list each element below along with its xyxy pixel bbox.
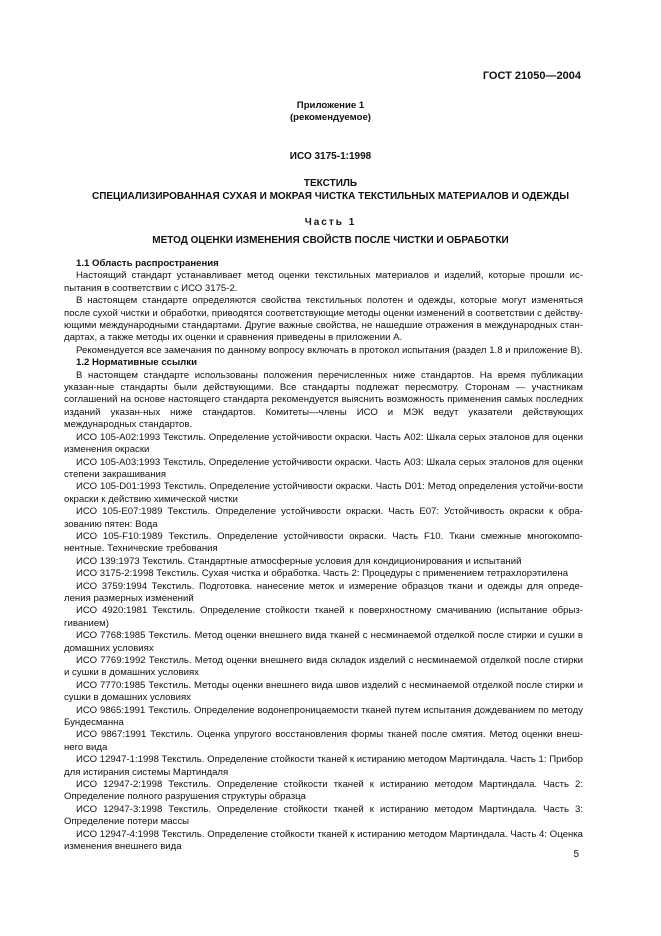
annex-label: Приложение 1: [296, 100, 365, 111]
reference-item: ИСО 105-F10:1989 Текстиль. Определение устойчивости окраски. Часть F10. Ткани смежные многокомпо-нентные. Технические требования: [64, 530, 583, 555]
reference-item: ИСО 12947-2:1998 Текстиль. Определение стойкости тканей к истиранию методом Мартиндала. Часть 2: Определение полного разрушения структуры образца: [64, 779, 583, 803]
part-label: Часть 1: [304, 217, 357, 228]
section-heading: 1.2 Нормативные ссылки: [76, 357, 197, 369]
paragraph: В настоящем стандарте использованы положения перечисленных ниже стандартов. На время публикации указан-ные стандарты были действующими. Все стандарты подлежат пересмотру. Сторонам — участникам соглашений на основе настоящего стандарта рекомендуется выяснить возможность применения самых последних изданий указан-ных ниже стандартов. Комитеты—члены ИСО и МЭК ведут указатели действующих международных стандартов.: [64, 369, 583, 431]
title-line-2: СПЕЦИАЛИЗИРОВАННАЯ СУХАЯ И МОКРАЯ ЧИСТКА ТЕКСТИЛЬНЫХ МАТЕРИАЛОВ И ОДЕЖДЫ: [91, 191, 570, 202]
reference-item: ИСО 105-А03:1993 Текстиль. Определение устойчивости окраски. Часть А03: Шкала серых эталонов для оценки степени закрашивания: [64, 456, 583, 480]
reference-item: ИСО 3175-2:1998 Текстиль. Сухая чистка и обработка. Часть 2: Процедуры с применением тетрахлорэтилена: [76, 568, 569, 580]
part-title: МЕТОД ОЦЕНКИ ИЗМЕНЕНИЯ СВОЙСТВ ПОСЛЕ ЧИСТКИ И ОБРАБОТКИ: [152, 235, 509, 246]
reference-item: ИСО 12947-4:1998 Текстиль. Определение стойкости тканей к истиранию методом Мартиндала. Часть 4: Оценка изменения внешнего вида: [64, 828, 583, 853]
reference-item: ИСО 105-D01:1993 Текстиль. Определение устойчивости окраски. Часть D01: Метод определения устойчи-вости окраски к действию химической чистки: [64, 481, 583, 505]
reference-item: ИСО 105-Е07:1989 Текстиль. Определение устойчивости окраски. Часть Е07: Устойчивость окраски к обра-зованию пятен: Вода: [64, 506, 583, 530]
annex-status: (рекомендуемое): [289, 112, 371, 123]
body-text: [64, 258, 583, 854]
paragraph: Рекомендуется все замечания по данному вопросу включать в протокол испытания (раздел 1.8 и приложение В).: [76, 344, 583, 356]
reference-item: ИСО 7769:1992 Текстиль. Метод оценки внешнего вида складок изделий с несминаемой отделкой после стирки и сушки в домашних условиях: [64, 655, 583, 679]
reference-item: ИСО 139:1973 Текстиль. Стандартные атмосферные условия для кондиционирования и испытаний: [76, 555, 522, 567]
iso-code: ИСО 3175-1:1998: [289, 151, 372, 162]
reference-item: ИСО 3759:1994 Текстиль. Подготовка. нанесение меток и измерение образцов ткани и одежды для опреде-ления размерных изменений: [64, 580, 583, 604]
paragraph: Настоящий стандарт устанавливает метод оценки текстильных материалов и изделий, которые прошли ис-пытания в соответствии с ИСО 3175-2.: [64, 270, 583, 294]
reference-item: ИСО 12947-1:1998 Текстиль. Определение стойкости тканей к истиранию методом Мартиндала. Часть 1: Прибор для истирания системы Мартиндаля: [64, 754, 583, 778]
reference-item: ИСО 7768:1985 Текстиль. Метод оценки внешнего вида тканей с несминаемой отделкой после стирки и сушки в домашних условиях: [64, 630, 583, 654]
reference-item: ИСО 12947-3:1998 Текстиль. Определение стойкости тканей к истиранию методом Мартиндала. Часть 3: Определение потери массы: [64, 803, 583, 828]
reference-item: ИСО 9865:1991 Текстиль. Определение водонепроницаемости тканей путем испытания дождеванием по методу Бундесманна: [64, 704, 583, 729]
title-line-1: ТЕКСТИЛЬ: [303, 178, 358, 189]
reference-item: ИСО 7770:1985 Текстиль. Методы оценки внешнего вида швов изделий с несминаемой отделкой после стирки и сушки в домашних условиях: [64, 679, 583, 704]
page-number: 5: [573, 849, 579, 860]
document-code: ГОСТ 21050—2004: [482, 70, 581, 82]
paragraph: В настоящем стандарте определяются свойства текстильных полотен и одежды, которые могут изменяться после сухой чистки и обработки, приводятся соответствующие методы оценки изменений в соответствии с действу-ющими международными стандартами. Другие важные свойства, не нашедшие отражения в международных стан-дартах, а также методы их оценки и сравнения приведены в приложении А.: [64, 295, 583, 344]
reference-item: ИСО 105-А02:1993 Текстиль. Определение устойчивости окраски. Часть А02: Шкала серых эталонов для оценки изменения окраски: [64, 431, 583, 456]
section-heading: 1.1 Область распространения: [76, 258, 219, 269]
reference-item: ИСО 4920:1981 Текстиль. Определение стойкости тканей к поверхностному смачиванию (испытание обрыз-гиванием): [64, 605, 583, 629]
reference-item: ИСО 9867:1991 Текстиль. Оценка упругого восстановления формы тканей после смятия. Метод оценки внеш-него вида: [64, 729, 583, 753]
